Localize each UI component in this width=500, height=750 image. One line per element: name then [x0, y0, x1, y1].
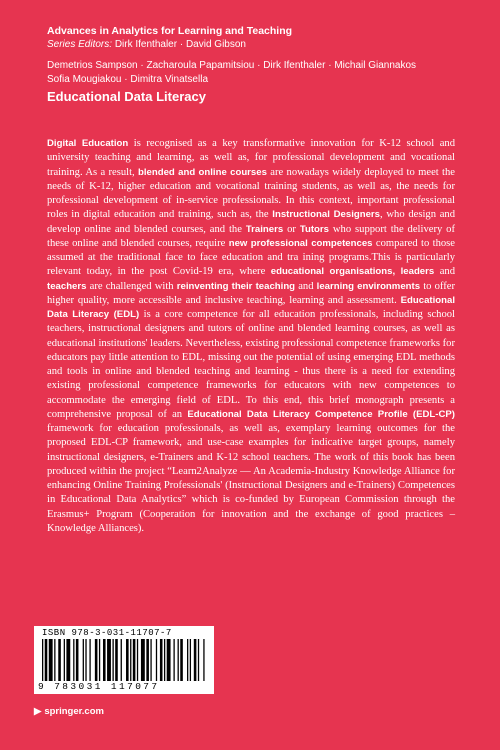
blurb-text: is recognised as a key transformative innovation for K-12 school and university teaching and learning, as well as, for professional development and vocational training. As a result,: [47, 138, 455, 178]
blurb-text: is a core competence for all education professionals, including school teachers, instructional designers and tutors of online and blended learning courses, as well as educational institutions' leaders. Nevertheless, existing professional competence frameworks for educators pay little attention to EDL, missing out the potential of using emerging EDL methods and tools in online and blended teaching and learning - thus there is a need for extending existing professional competence frameworks for educators with new competences to accommodate the emerging field of EDL. To this end, this brief monograph presents a comprehensive proposal of an: [47, 309, 455, 420]
blurb-text: to offer higher quality, more accessible and inclusive teaching, learning and assessment.: [47, 280, 456, 306]
blurb-text: are challenged with: [86, 280, 177, 292]
blurb-text: framework for education professionals, as well as, exemplary learning outcomes for the proposed EDL-CP framework, and use-case examples for indicative target groups, namely instructional designers, e-Trainers and K-12 school teachers. The work of this book has been produced within the project “Learn2Analyze — An Academia-Industry Knowledge Alliance for enhancing Online Training Professionals' (Instructional Designers and e-Trainers) Competences in Educational Data Analytics” which is co-funded by European Commission through the Erasmus+ Program (Cooperation for innovation and the exchange of good practices – Knowledge Alliances).: [47, 423, 455, 534]
blurb-text: and: [295, 280, 317, 292]
series-editors: [47, 38, 467, 52]
back-cover-blurb: [47, 137, 455, 536]
publisher-url: springer.com: [44, 706, 104, 717]
blurb-text: who support the delivery of these online and blended courses, require: [47, 223, 455, 249]
barcode-icon: [42, 639, 206, 681]
blurb-emphasis: Trainers: [245, 223, 284, 235]
authors: [47, 59, 447, 87]
blurb-text: or: [283, 223, 300, 235]
blurb-emphasis: teachers: [47, 280, 87, 292]
book-title: Educational Data Literacy: [47, 89, 206, 104]
blurb-emphasis: Digital Education: [47, 138, 129, 149]
blurb-text: , who design and develop online and blended courses, and the: [47, 209, 456, 235]
series-title: Advances in Analytics for Learning and Teaching: [47, 25, 293, 37]
blurb-emphasis: reinventing their teaching: [176, 280, 296, 292]
series-editors-names: Dirk Ifenthaler · David Gibson: [114, 39, 246, 50]
blurb-text: compared to those assumed at the traditional face to face education and tra ining programs.This is particularly relevant today, in the post Covid-19 era, where: [47, 237, 455, 278]
blurb-emphasis: blended and online courses: [138, 166, 267, 178]
authors-line-1: Demetrios Sampson · Zacharoula Papamitsiou · Dirk Ifenthaler · Michail Giannakos: [47, 60, 417, 71]
isbn-text: ISBN 978-3-031-11707-7: [42, 628, 172, 638]
blurb-emphasis: new professional competences: [228, 237, 373, 249]
blurb-emphasis: Instructional Designers: [272, 209, 380, 221]
ean-text: 9 783031 117077: [38, 681, 160, 692]
authors-line-2: Sofia Mougiakou · Dimitra Vinatsella: [47, 74, 209, 85]
blurb-emphasis: Tutors: [299, 223, 329, 235]
blurb-emphasis: Educational Data Literacy (EDL): [47, 294, 455, 320]
series-header: [47, 24, 467, 52]
publisher-link[interactable]: [34, 706, 104, 717]
blurb-text: are nowadays widely deployed to meet the needs of K-12, higher education and vocational training students, as well as, the needs for professional development of in-service professionals. In this context, important professional roles in digital education and training, such as, the: [47, 166, 455, 221]
arrow-right-icon: ▶: [34, 706, 42, 717]
blurb-text: and: [434, 266, 455, 278]
blurb-emphasis: learning environments: [316, 280, 421, 292]
blurb-emphasis: educational organisations, leaders: [270, 266, 435, 278]
barcode-box: [34, 626, 214, 694]
series-editors-label: Series Editors:: [47, 39, 113, 50]
blurb-emphasis: Educational Data Literacy Competence Profile (EDL-CP): [187, 408, 455, 420]
